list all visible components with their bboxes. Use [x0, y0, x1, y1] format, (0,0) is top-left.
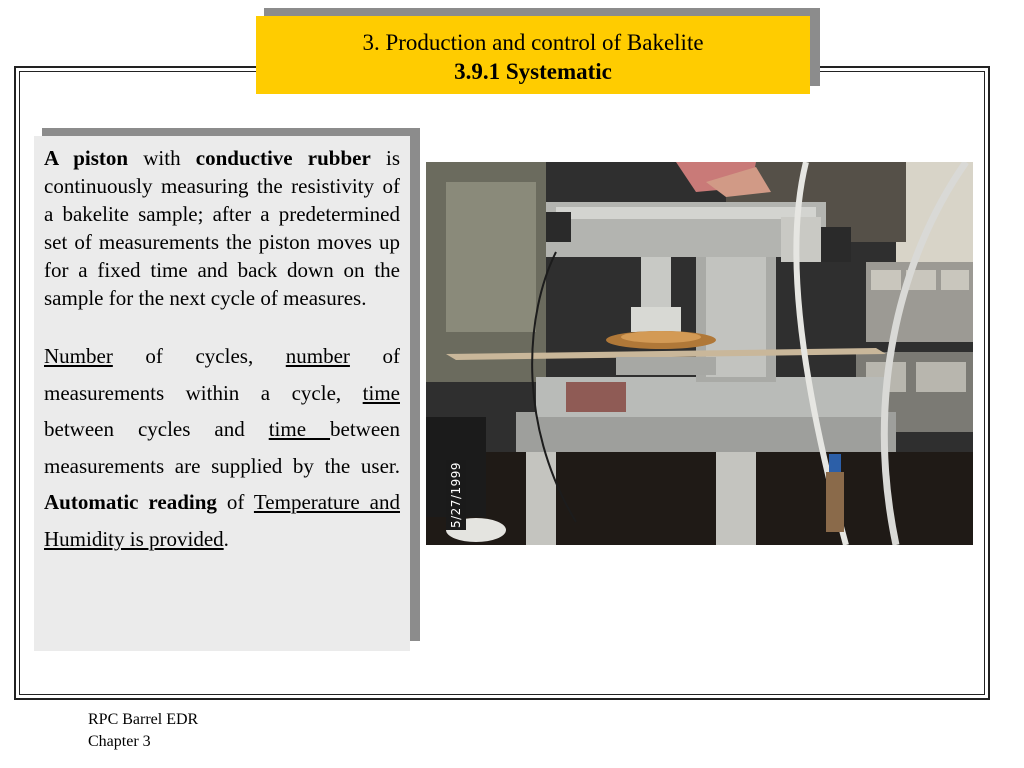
- text-of: of: [216, 490, 254, 514]
- paragraph-2: [44, 338, 400, 557]
- text-between-cycles: between cycles and: [44, 417, 269, 441]
- paragraph-1: [44, 144, 400, 312]
- apparatus-illustration: [426, 162, 973, 545]
- paragraph-1-rest: is continuously measuring the resistivity of a bakelite sample; after a predetermined set of measurements the piston moves up for a fixed time and back down on the sample for the next cycle of measures.: [44, 146, 400, 310]
- footer-line-2: Chapter 3: [88, 733, 151, 750]
- bold-piston: A piston: [44, 146, 129, 170]
- bold-conductive-rubber: conductive rubber: [195, 146, 371, 170]
- text-period: .: [223, 526, 229, 551]
- text-supplied-by-user: between measurements are supplied by the user.: [44, 417, 400, 478]
- bold-automatic-reading: Automatic reading: [44, 490, 217, 514]
- underline-number: Number: [44, 344, 113, 368]
- text-panel: [34, 136, 410, 651]
- title-banner: [256, 16, 810, 94]
- underline-temperature-humidity: Temperature and Humidity is provided: [44, 490, 400, 551]
- text-with: with: [128, 146, 196, 170]
- apparatus-photo: [426, 162, 973, 545]
- underline-number-2: number: [285, 344, 350, 368]
- photo-date-stamp: 5/27/1999: [446, 460, 466, 530]
- underline-time: time: [362, 380, 400, 405]
- text-measurements-within: of measurements within a cycle,: [44, 344, 400, 405]
- underline-time-2: time: [268, 417, 331, 441]
- title-line-1: 3. Production and control of Bakelite: [362, 30, 704, 55]
- footer: [88, 709, 198, 753]
- text-of-cycles: of cycles,: [112, 344, 286, 368]
- footer-line-1: RPC Barrel EDR: [88, 711, 199, 728]
- title-line-2: 3.9.1 Systematic: [454, 59, 612, 84]
